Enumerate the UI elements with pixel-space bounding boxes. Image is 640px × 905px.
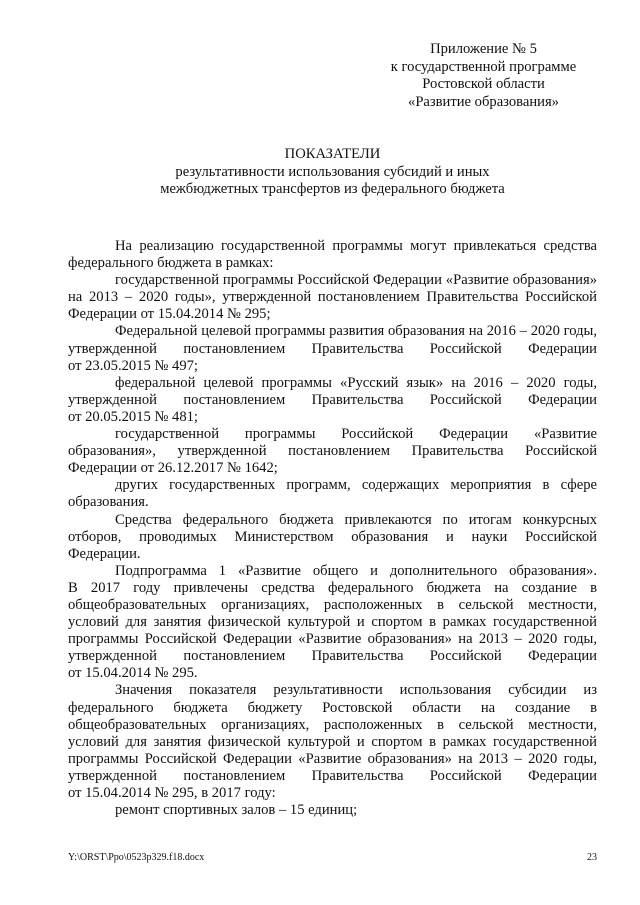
list-item-state-program-2013-2020 [68, 272, 597, 323]
text-line: программы Российской Федерации «Развитие образования» на 2013 – 2020 годы, [68, 750, 597, 767]
list-item-federal-target-program-russian-language [68, 375, 597, 426]
gym-repair-item [68, 802, 597, 819]
text-line: образования. [68, 494, 149, 511]
document-body [68, 238, 597, 819]
text-line: Федерации. [68, 545, 141, 562]
appendix-program-ref: к государственной программе [390, 58, 577, 75]
document-subtitle-line: результативности использования субсидий и иных [175, 163, 490, 180]
text-line: государственной программы Российской Федерации «Развитие образования» [115, 272, 597, 289]
text-line: Значения показателя результативности использования субсидии из [115, 682, 597, 699]
text-line: Средства федерального бюджета привлекаются по итогам конкурсных [115, 511, 597, 528]
text-line: на 2013 – 2020 годы», утвержденной постановлением Правительства Российской [68, 289, 597, 306]
list-item-federal-target-program-education [68, 323, 597, 374]
text-line: других государственных программ, содержащих мероприятия в сфере [115, 477, 597, 494]
text-line: ремонт спортивных залов – 15 единиц; [115, 802, 358, 819]
text-line: утвержденной постановлением Правительства Российской Федерации [68, 648, 597, 665]
appendix-region: Ростовской области [422, 76, 545, 93]
subprogram-1-paragraph [68, 563, 597, 683]
text-line: от 15.04.2014 № 295. [68, 665, 198, 682]
text-line: от 15.04.2014 № 295, в 2017 году: [68, 785, 276, 801]
document-title: ПОКАЗАТЕЛИ [284, 146, 381, 162]
text-line: На реализацию государственной программы могут привлекаться средства [115, 238, 597, 254]
footer-file-path: Y:\ORST\Ppo\0523p329.f18.docx [68, 852, 205, 863]
text-line: условий для занятия физической культурой и спортом в рамках государственной [68, 614, 597, 631]
appendix-header [370, 41, 597, 111]
appendix-number: Приложение № 5 [430, 41, 537, 57]
text-line: Федеральной целевой программы развития образования на 2016 – 2020 годы, [115, 323, 597, 340]
text-line: утвержденной постановлением Правительства Российской Федерации [68, 391, 597, 408]
list-item-other-programs [68, 477, 597, 511]
text-line: Федерации от 15.04.2014 № 295; [68, 306, 271, 323]
document-subtitle-line: межбюджетных трансфертов из федерального бюджета [160, 181, 505, 198]
text-line: государственной программы Российской Федерации «Развитие [115, 426, 597, 443]
text-line: образования», утвержденной постановлением Правительства Российской [68, 443, 597, 460]
text-line: общеобразовательных организациях, расположенных в сельской местности, [68, 716, 597, 733]
competitive-selection-paragraph [68, 512, 597, 563]
intro-paragraph [68, 238, 597, 272]
text-line: условий для занятия физической культурой и спортом в рамках государственной [68, 733, 597, 750]
text-line: Подпрограмма 1 «Развитие общего и дополнительного образования». [115, 562, 597, 579]
text-line: программы Российской Федерации «Развитие образования» на 2013 – 2020 годы, [68, 631, 597, 648]
text-line: от 23.05.2015 № 497; [68, 357, 198, 374]
document-title-block [68, 146, 597, 199]
text-line: федерального бюджета бюджету Ростовской области на создание в [68, 699, 597, 716]
indicator-values-paragraph [68, 682, 597, 802]
text-line: утвержденной постановлением Правительства Российской Федерации [68, 767, 597, 784]
text-line: федерального бюджета в рамках: [68, 255, 274, 272]
page-number: 23 [587, 852, 597, 863]
text-line: общеобразовательных организациях, расположенных в сельской местности, [68, 596, 597, 613]
text-line: федеральной целевой программы «Русский язык» на 2016 – 2020 годы, [115, 374, 597, 391]
list-item-state-program-2017 [68, 426, 597, 477]
appendix-program-name: «Развитие образования» [408, 93, 559, 110]
text-line: утвержденной постановлением Правительства Российской Федерации [68, 340, 597, 357]
text-line: от 20.05.2015 № 481; [68, 408, 198, 425]
text-line: Федерации от 26.12.2017 № 1642; [68, 460, 278, 477]
text-line: В 2017 году привлечены средства федерального бюджета на создание в [68, 579, 597, 596]
text-line: отборов, проводимых Министерством образования и науки Российской [68, 528, 597, 545]
